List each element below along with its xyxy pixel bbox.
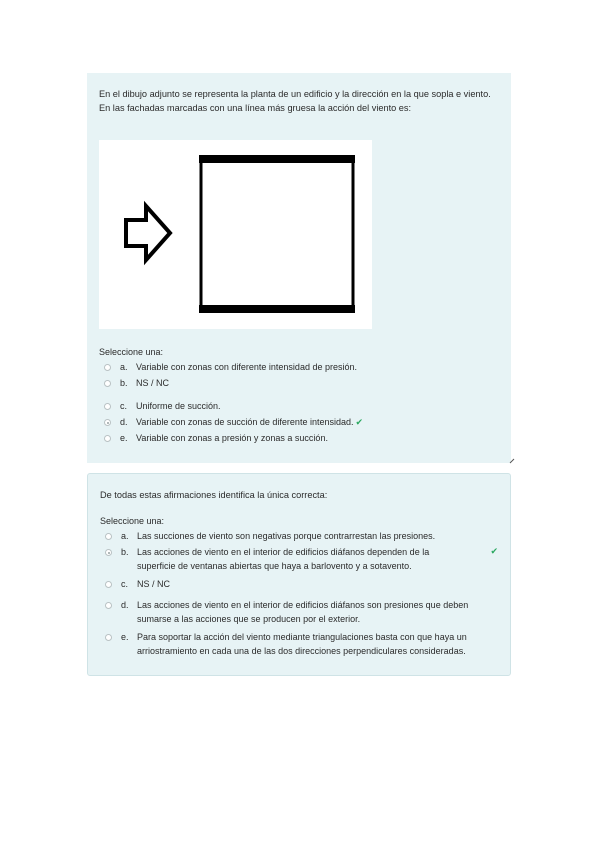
correct-check-icon: ✔ [355,417,364,427]
q1-option-a-letter: a. [120,362,128,372]
q1-option-e-text: Variable con zonas a presión y zonas a succión. [136,433,328,443]
q1-option-e-radio[interactable] [104,435,111,442]
q1-option-b-radio[interactable] [104,380,111,387]
q1-option-b[interactable] [99,377,499,391]
q2-option-b[interactable] [100,546,470,573]
q1-option-e[interactable] [99,432,499,446]
building-plan-icon [199,155,355,313]
question-1-figure [99,140,372,329]
wind-arrow-icon [126,206,170,260]
question-2-panel [87,473,511,676]
q2-option-c[interactable] [100,578,498,592]
q2-option-c-radio[interactable] [105,581,112,588]
q1-option-c-letter: c. [120,401,128,411]
question-2-text: De todas estas afirmaciones identifica la única correcta: [100,490,328,500]
q1-option-a-text: Variable con zonas con diferente intensidad de presión. [136,362,357,372]
question-2-prompt: Seleccione una: [100,516,165,526]
q2-option-a[interactable] [100,530,498,544]
q1-option-c-text: Uniforme de succión. [136,401,221,411]
q2-option-b-text: Las acciones de viento en el interior de edificios diáfanos dependen de la superficie de ventanas abiertas que haya a barlovento y a sotavento. [137,547,430,571]
q2-option-c-letter: c. [121,579,129,589]
resize-handle-icon[interactable] [509,458,515,464]
question-1-panel [87,73,511,463]
q2-option-e[interactable] [100,631,498,658]
q2-option-a-radio[interactable] [105,533,112,540]
q2-option-d-text: Las acciones de viento en el interior de edificios diáfanos son presiones que deben sumarse a las acciones que se producen por el exterior. [137,600,469,624]
q1-option-a-radio[interactable] [104,364,111,371]
q1-option-d[interactable] [99,416,499,430]
q2-option-e-text: Para soportar la acción del viento mediante triangulaciones basta con que haya un arriostramiento en cada una de las dos direcciones perpendiculares consideradas. [137,632,467,656]
question-1-text: En el dibujo adjunto se representa la planta de un edificio y la dirección en la que sopla e viento. En las fachadas marcadas con una línea más gruesa la acción del viento es: [99,89,491,113]
q1-option-a[interactable] [99,361,499,375]
q2-option-d[interactable] [100,599,498,626]
q2-option-b-radio[interactable] [105,549,112,556]
q2-option-c-text: NS / NC [137,579,171,589]
q2-option-e-radio[interactable] [105,634,112,641]
q2-option-a-text: Las succiones de viento son negativas porque contrarrestan las presiones. [137,531,436,541]
question-1-prompt: Seleccione una: [99,347,164,357]
q1-option-b-letter: b. [120,378,128,388]
thick-facade-top [199,155,355,163]
q1-option-d-letter: d. [120,417,128,427]
q1-option-c-radio[interactable] [104,403,111,410]
question-1-diagram [99,140,372,329]
q1-option-c[interactable] [99,400,499,414]
q1-option-d-text: Variable con zonas de succión de diferente intensidad. [136,417,354,427]
q1-option-b-text: NS / NC [136,378,170,388]
thick-facade-bottom [199,305,355,313]
q2-option-e-letter: e. [121,632,129,642]
q2-option-a-letter: a. [121,531,129,541]
q2-option-b-letter: b. [121,547,129,557]
q2-option-d-radio[interactable] [105,602,112,609]
q1-option-e-letter: e. [120,433,128,443]
q2-option-d-letter: d. [121,600,129,610]
correct-check-icon-2: ✔ [490,546,498,556]
q1-option-d-radio[interactable] [104,419,111,426]
